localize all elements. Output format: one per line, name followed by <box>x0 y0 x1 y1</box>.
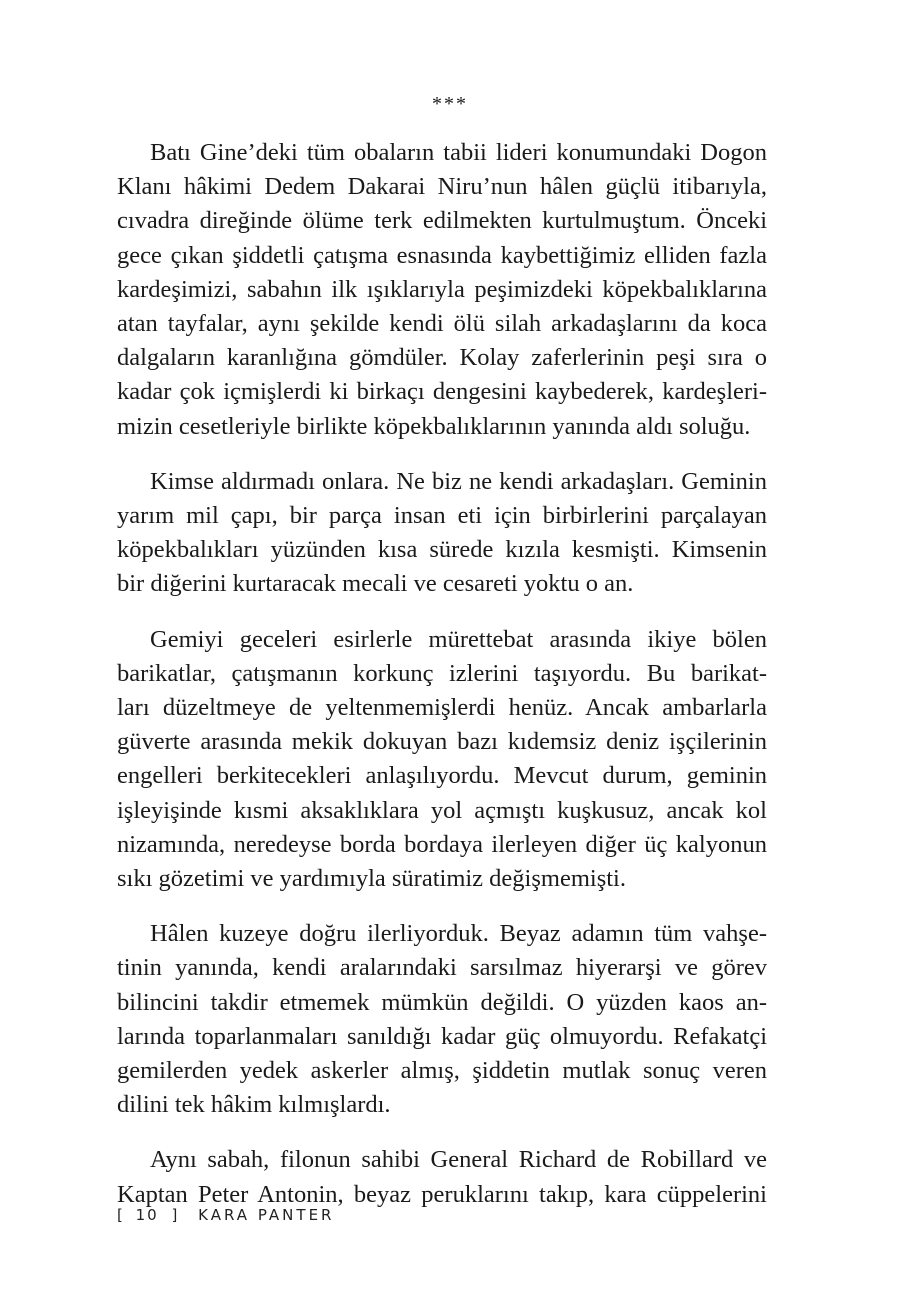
text-line: kadar çok içmişlerdi ki birkaçı dengesini kaybederek, kardeşleri- <box>117 378 767 406</box>
footer-bracket-close: ] <box>171 1206 178 1224</box>
paragraph <box>117 1143 767 1211</box>
text-line: larında toparlanmaları sanıldığı kadar güç olmuyordu. Refakatçi <box>117 1022 767 1050</box>
text-line: mizin cesetleriyle birlikte köpekbalıklarının yanında aldı soluğu. <box>117 412 751 440</box>
paragraph <box>117 465 767 602</box>
text-line: Aynı sabah, filonun sahibi General Richard de Robillard ve <box>150 1146 767 1174</box>
text-line: Batı Gine’deki tüm obaların tabii lideri konumundaki Dogon <box>150 139 767 166</box>
text-line: cıvadra direğinde ölüme terk edilmekten kurtulmuştum. Önceki <box>117 207 767 235</box>
text-line: Klanı hâkimi Dedem Dakarai Niru’nun hâlen güçlü itibarıyla, <box>117 173 767 201</box>
text-line: Kaptan Peter Antonin, beyaz peruklarını takıp, kara cüppelerini <box>117 1180 767 1208</box>
text-line: engelleri berkitecekleri anlaşılıyordu. Mevcut durum, geminin <box>117 762 767 790</box>
text-line: dilini tek hâkim kılmışlardı. <box>117 1091 391 1119</box>
text-line: Hâlen kuzeye doğru ilerliyorduk. Beyaz adamın tüm vahşe- <box>150 920 767 948</box>
text-line: dalgaların karanlığına gömdüler. Kolay zaferlerinin peşi sıra o <box>117 344 767 372</box>
text-line: bilincini takdir etmemek mümkün değildi. O yüzden kaos an- <box>117 988 767 1016</box>
text-line: kardeşimizi, sabahın ilk ışıklarıyla peşimizdeki köpekbalıklarına <box>117 275 767 303</box>
text-line: bir diğerini kurtaracak mecali ve cesareti yoktu o an. <box>117 570 634 598</box>
page-footer <box>117 1206 334 1224</box>
paragraph <box>117 623 767 897</box>
text-line: sıkı gözetimi ve yardımıyla süratimiz değişmemişti. <box>117 865 626 893</box>
body-text <box>117 136 767 1233</box>
text-line: Kimse aldırmadı onlara. Ne biz ne kendi arkadaşları. Geminin <box>150 467 767 495</box>
paragraph <box>117 136 767 444</box>
paragraph <box>117 917 767 1122</box>
running-book-title: KARA PANTER <box>198 1206 335 1224</box>
text-line: tinin yanında, kendi aralarındaki sarsılmaz hiyerarşi ve görev <box>117 954 767 982</box>
text-line: gemilerden yedek askerler almış, şiddetin mutlak sonuç veren <box>117 1057 767 1085</box>
text-line: işleyişinde kısmi aksaklıklara yol açmıştı kuşkusuz, ancak kol <box>117 796 767 824</box>
section-break-ornament: *** <box>432 93 468 115</box>
text-line: güverte arasında mekik dokuyan bazı kıdemsiz deniz işçilerinin <box>117 728 767 756</box>
text-line: yarım mil çapı, bir parça insan eti için birbirlerini parçalayan <box>117 502 767 530</box>
text-line: Gemiyi geceleri esirlerle mürettebat arasında ikiye bölen <box>150 625 767 653</box>
text-line: atan tayfalar, aynı şekilde kendi ölü silah arkadaşlarını da koca <box>117 310 767 338</box>
text-line: nizamında, neredeyse borda bordaya ilerleyen diğer üç kalyonun <box>117 830 767 858</box>
page-number: 10 <box>135 1206 159 1224</box>
text-line: barikatlar, çatışmanın korkunç izlerini taşıyordu. Bu barikat- <box>117 659 767 687</box>
footer-bracket-open: [ <box>117 1206 123 1224</box>
text-line: ları düzeltmeye de yeltenmemişlerdi henüz. Ancak ambarlarla <box>117 694 767 722</box>
text-line: köpekbalıkları yüzünden kısa sürede kızıla kesmişti. Kimsenin <box>117 536 767 564</box>
text-line: gece çıkan şiddetli çatışma esnasında kaybettiğimiz elliden fazla <box>117 241 767 269</box>
